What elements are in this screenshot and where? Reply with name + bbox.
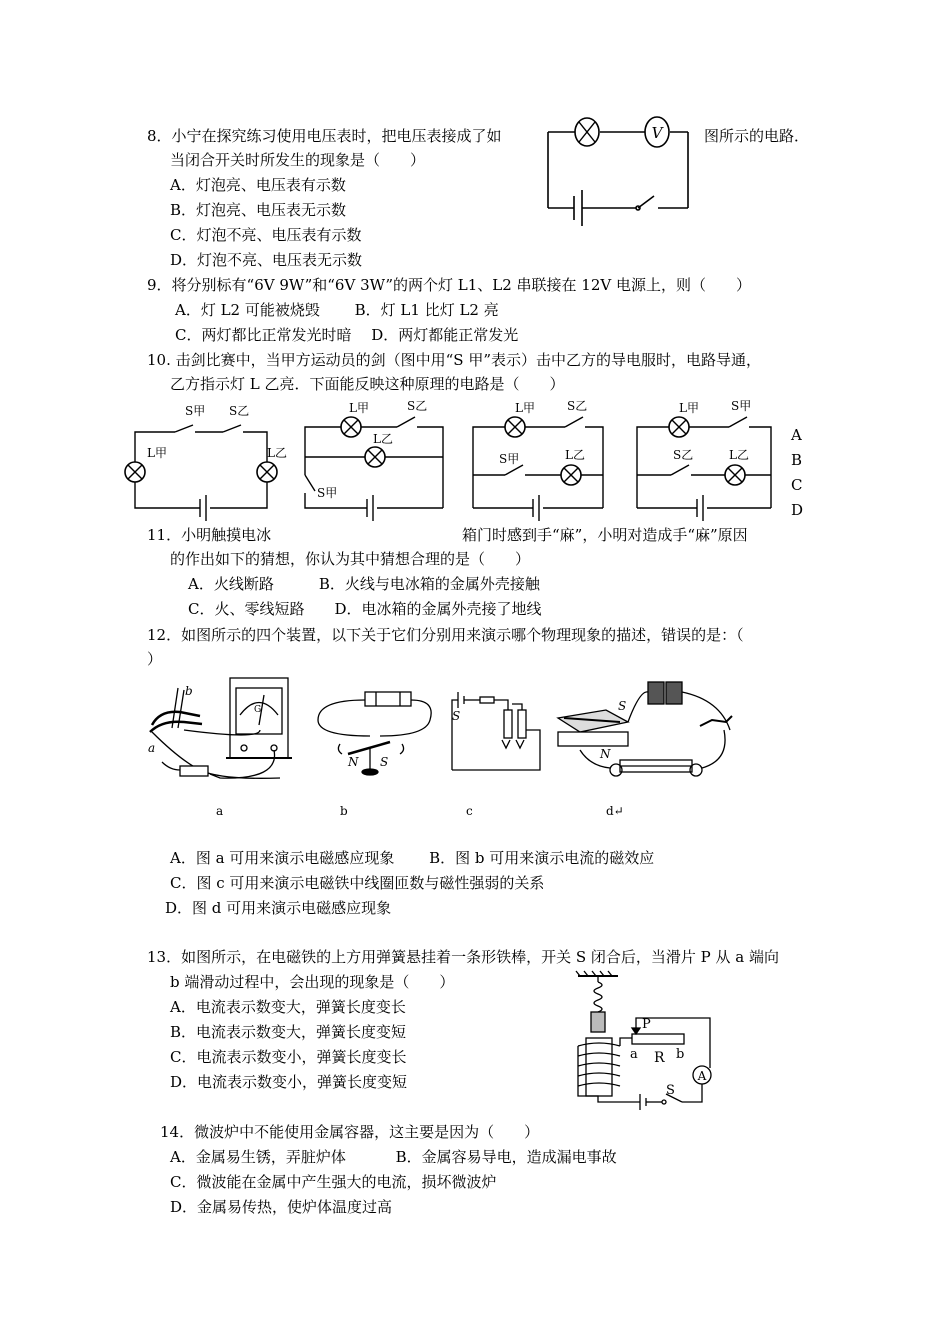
q13-option-b: B．电流表示数变大，弹簧长度变短 [170,1023,407,1041]
q13-electromagnet-figure [570,970,720,1110]
q13-stem-line2: b 端滑动过程中，会出现的现象是（ ） [170,973,455,991]
q14-options-row2: C．微波能在金属中产生强大的电流，损坏微波炉 [170,1173,497,1191]
q12-fig-a [150,678,292,778]
q12-fig-d-label: d↵ [606,804,624,818]
q10-d-lamp-jia-icon [669,417,689,437]
q12-fig-c [452,692,540,770]
q8-stem-line1-tail: 图所示的电路． [704,127,810,145]
q10-d-s-yi-label: S乙 [673,448,694,462]
q12-fig-b-mark-n: N [348,755,359,769]
q10-d-l-yi-label: L乙 [729,448,749,462]
q13-fig-a-label: a [630,1047,638,1062]
q12-fig-a-mark-b: b [185,684,193,698]
q12-fig-d-mark-n: N [600,747,611,761]
q10-c-s-yi-label: S乙 [567,399,588,413]
q12-fig-c-mark-s: S [452,709,461,723]
q13-fig-s-label: S [666,1083,675,1098]
q11-stem-line1-head: 11．小明触摸电冰 [147,526,272,544]
q12-apparatus-figures [140,670,740,825]
q13-option-d: D．电流表示数变小，弹簧长度变短 [170,1073,408,1091]
q12-options-row2: C．图 c 可用来演示电磁铁中线圈匝数与磁性强弱的关系 [170,874,545,892]
q10-stem-line2: 乙方指示灯 L 乙亮．下面能反映这种原理的电路是（ ） [170,375,565,393]
q10-d-lamp-yi-icon [725,465,745,485]
q10-c-s-jia-label: S甲 [499,452,520,466]
q9-stem: 9．将分别标有“6V 9W”和“6V 3W”的两个灯 L1、L2 串联接在 12V 电源上，则（ ） [147,276,751,294]
q8-voltmeter-icon [645,117,669,147]
q10-b-lamp-yi-icon [365,447,385,467]
q10-b-l-yi-label: L乙 [373,432,393,446]
q12-fig-b-label: b [340,804,348,818]
q10-a-l-yi-label: L乙 [267,446,287,460]
q14-options-row1: A．金属易生锈，弄脏炉体 B．金属容易导电，造成漏电事故 [170,1148,617,1166]
q8-option-b: B．灯泡亮、电压表无示数 [170,201,347,219]
q14-options-row3: D．金属易传热，使炉体温度过高 [170,1198,393,1216]
q12-options-row1: A．图 a 可用来演示电磁感应现象 B．图 b 可用来演示电流的磁效应 [170,849,655,867]
q10-a-l-jia-label: L甲 [147,446,167,460]
q13-ammeter-icon: A [697,1069,707,1083]
q10-b-l-jia-label: L甲 [349,401,369,415]
q14-stem: 14．微波炉中不能使用金属容器，这主要是因为（ ） [160,1123,540,1141]
q11-stem-line1-tail: 箱门时感到手“麻”，小明对造成手“麻”原因 [462,526,748,544]
q13-fig-b-label: b [676,1047,685,1062]
q10-c-lamp-jia-icon [505,417,525,437]
q13-option-c: C．电流表示数变小，弹簧长度变长 [170,1048,407,1066]
q12-fig-a-mark-a: a [148,741,156,755]
q8-circuit-figure [540,110,700,225]
q8-stem-line2: 当闭合开关时所发生的现象是（ ） [170,151,426,169]
q10-letter-a: A [791,426,802,444]
q10-c-l-yi-label: L乙 [565,448,585,462]
q8-stem-line1: 8．小宁在探究练习使用电压表时，把电压表接成了如 [147,127,502,145]
q10-d-s-jia-label: S甲 [731,399,752,413]
q10-a-lamp-yi-icon [257,462,277,482]
q10-d-l-jia-label: L甲 [679,401,699,415]
q10-letter-c: C [791,476,803,494]
q11-stem-line2: 的作出如下的猜想，你认为其中猜想合理的是（ ） [170,550,531,568]
q10-b-s-jia-label: S甲 [317,486,338,500]
q12-fig-a-mark-g: G [254,705,262,715]
q8-lamp-icon [575,118,599,146]
q12-options-row3: D．图 d 可用来演示电磁感应现象 [165,899,392,917]
q10-b-lamp-jia-icon [341,417,361,437]
q10-circuit-figures [125,395,815,525]
q13-stem-line1: 13．如图所示，在电磁铁的上方用弹簧悬挂着一条形铁棒，开关 S 闭合后，当滑片 P 从 a 端向 [147,948,780,966]
q9-options-row2: C．两灯都比正常发光时暗 D．两灯都能正常发光 [175,326,519,344]
q12-fig-c-label: c [466,804,473,818]
q12-fig-d-mark-s: S [618,699,627,713]
q13-option-a: A．电流表示数变大，弹簧长度变长 [170,998,406,1016]
q8-option-a: A．灯泡亮、电压表有示数 [170,176,346,194]
q12-stem-line2: ） [147,650,163,668]
q11-options-row2: C．火、零线短路 D．电冰箱的金属外壳接了地线 [188,600,542,618]
q11-options-row1: A．火线断路 B．火线与电冰箱的金属外壳接触 [188,575,540,593]
q13-fig-r-label: R [654,1050,665,1066]
q10-c-lamp-yi-icon [561,465,581,485]
q10-b-s-yi-label: S乙 [407,399,428,413]
q10-c-l-jia-label: L甲 [515,401,535,415]
q10-stem-line1: 10. 击剑比赛中，当甲方运动员的剑（图中用“S 甲”表示）击中乙方的导电服时，电路导通， [147,351,762,369]
q12-fig-b [318,692,431,775]
q13-fig-p-label: P [642,1017,651,1032]
q12-fig-b-mark-s: S [380,755,389,769]
q10-a-lamp-jia-icon [125,462,145,482]
q12-stem-line1: 12．如图所示的四个装置，以下关于它们分别用来演示哪个物理现象的描述，错误的是：（ [147,626,744,644]
q10-a-s-yi-label: S乙 [229,404,250,418]
q9-options-row1: A．灯 L2 可能被烧毁 B．灯 L1 比灯 L2 亮 [175,301,499,319]
q8-voltmeter-label: V [651,124,663,142]
q10-letter-b: B [791,451,803,469]
q8-option-c: C．灯泡不亮、电压表有示数 [170,226,362,244]
q8-option-d: D．灯泡不亮、电压表无示数 [170,251,363,269]
q12-fig-d [558,682,732,776]
q10-letter-d: D [791,501,804,519]
q10-a-s-jia-label: S甲 [185,404,206,418]
q12-fig-a-label: a [216,804,224,818]
